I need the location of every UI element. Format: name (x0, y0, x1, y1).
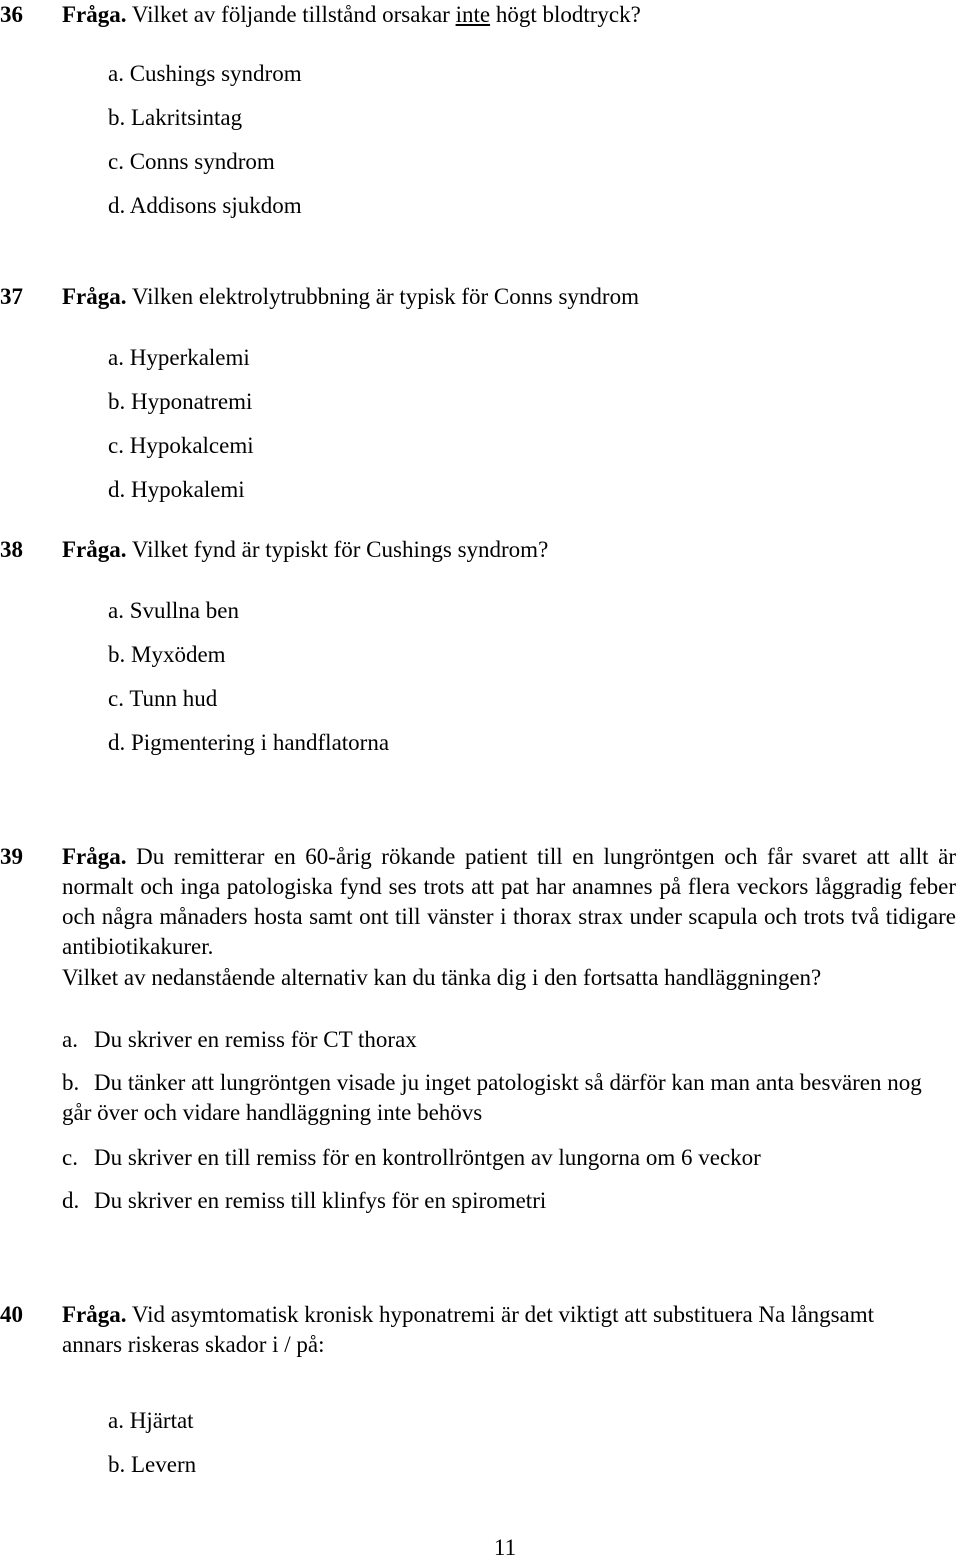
option-c: c. Hypokalcemi (108, 433, 254, 458)
option-a: a. Du skriver en remiss för CT thorax (62, 1027, 417, 1052)
question-text: Fråga. Vid asymtomatisk kronisk hyponatremi är det viktigt att substituera Na långsamt annars riskeras skador i / på: (62, 1302, 875, 1357)
option-c: c. Tunn hud (108, 686, 218, 711)
option-d: d. Pigmentering i handflatorna (108, 730, 390, 755)
option-b: b. Lakritsintag (108, 105, 243, 130)
option-b: b. Du tänker att lungröntgen visade ju inget patologiskt så därför kan man anta besvären nog går över och vidare handläggning inte behövs (62, 1070, 922, 1125)
question-text (62, 0, 641, 30)
question-text-emphasis: inte (455, 2, 491, 27)
option-b: b. Levern (108, 1452, 197, 1477)
page-number: 11 (493, 1535, 517, 1560)
question-label: Fråga. (62, 284, 127, 309)
question-text: Fråga. Vilket fynd är typiskt för Cushings syndrom? (62, 537, 549, 562)
option-b: b. Myxödem (108, 642, 226, 667)
option-d: d. Hypokalemi (108, 477, 245, 502)
option-d: d. Du skriver en remiss till klinfys för en spirometri (62, 1188, 547, 1213)
question-text-before: Vilket av följande tillstånd orsakar (131, 2, 450, 27)
question-label: Fråga. (62, 2, 127, 27)
option-b: b. Hyponatremi (108, 389, 253, 414)
question-label: Fråga. (62, 1302, 127, 1327)
question-text: Fråga. Du remitterar en 60-årig rökande patient till en lungröntgen och får svaret att allt är normalt och inga patologiska fynd ses trots att pat har anamnes på flera veckors låggradig feber och några månaders hosta samt ont till vänster i thorax strax under scapula och trots två tidigare antibiotikakurer. (62, 844, 956, 959)
option-c: c. Conns syndrom (108, 149, 275, 174)
option-a: a. Hyperkalemi (108, 345, 250, 370)
question-number: 38 (0, 537, 23, 562)
question-text: Fråga. Vilken elektrolytrubbning är typisk för Conns syndrom (62, 284, 639, 309)
question-number: 40 (0, 1302, 23, 1327)
option-c: c. Du skriver en till remiss för en kontrollröntgen av lungorna om 6 veckor (62, 1145, 761, 1170)
question-prompt: Vilket av nedanstående alternativ kan du tänka dig i den fortsatta handläggningen? (62, 965, 822, 990)
question-number: 39 (0, 844, 23, 869)
option-a: a. Hjärtat (108, 1408, 194, 1433)
question-text-after: högt blodtryck? (495, 2, 641, 27)
question-label: Fråga. (62, 537, 127, 562)
option-a: a. Svullna ben (108, 598, 239, 623)
question-number: 36 (0, 2, 23, 27)
option-d: d. Addisons sjukdom (108, 193, 302, 218)
question-number: 37 (0, 284, 23, 309)
question-label: Fråga. (62, 844, 127, 869)
option-a: a. Cushings syndrom (108, 61, 302, 86)
